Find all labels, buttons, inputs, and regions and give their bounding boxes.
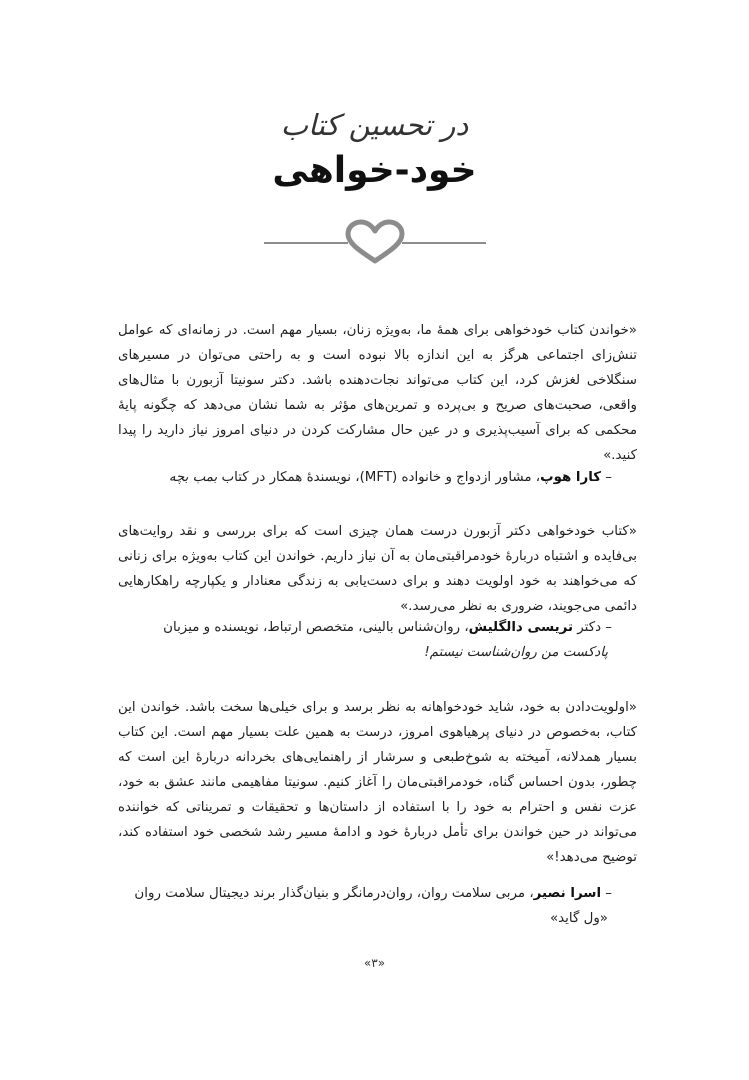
book-title: خود-خواهی xyxy=(272,150,477,191)
author-role: ، روان‌شناس بالینی، متخصص ارتباط، نویسنده و میزبان xyxy=(163,620,469,635)
author-role: ، مربی سلامت روان، روان‌درمانگر و بنیان‌گذار برند دیجیتال سلامت روان xyxy=(134,886,534,901)
attribution-dash: – دکتر xyxy=(577,620,612,635)
testimonial-quote-2: «کتاب خودخواهی دکتر آزبورن درست همان چیزی است که برای بررسی و نقد روایت‌های بی‌فایده و اشتباه دربارهٔ خودمراقبتی‌مان به آن نیاز داریم. خواندن این کتاب به‌ویژه برای زنانی که می‌خواهند به خود اولویت دهند و برای دست‌یابی به زندگی معنادار و یکپارچه راهکارهایی دائمی می‌جویند، ضروری به نظر می‌رسد.» xyxy=(118,524,637,614)
author-name: اسرا نصیر xyxy=(533,886,602,901)
author-name: کارا هوپ xyxy=(540,470,602,485)
author-role: ، مشاور ازدواج و خانواده (MFT)، نویسندهٔ همکار در کتاب xyxy=(221,470,541,485)
praise-subtitle: در تحسین کتاب xyxy=(280,108,469,142)
testimonial-quote-1: «خواندن کتاب خودخواهی برای همهٔ ما، به‌ویژه زنان، بسیار مهم است. در زمانه‌ای که عوامل تنش‌زای اجتماعی هرگز به این اندازه بالا نبوده است و به راحتی می‌توان در مسیرهای سنگلاخی لغزش کرد، این کتاب می‌تواند نجات‌دهنده باشد. دکتر سونیتا آزبورن با مثال‌های واقعی، صحبت‌های صریح و بی‌پرده و تمرین‌های مؤثر به شما نشان می‌دهد که چگونه پایهٔ محکمی که برای آسیب‌پذیری و در عین حال مشارکت کردن در دنیای امروز نیاز دارید را پیدا کنید.» xyxy=(118,323,637,463)
podcast-title: پادکست من روان‌شناست نیستم! xyxy=(424,645,608,660)
heart-icon xyxy=(348,222,402,261)
testimonial-attribution-2 xyxy=(118,615,612,665)
brand-name: «ول گاید» xyxy=(549,911,608,926)
testimonial-attribution-3 xyxy=(118,881,612,931)
book-title-reference: بمب بچه xyxy=(168,470,218,485)
testimonial-quote-3: «اولویت‌دادن به خود، شاید خودخواهانه به نظر برسد و برای خیلی‌ها سخت باشد. خواندن این کتاب، به‌خصوص در دنیای پرهیاهوی امروز، درست به همین علت بسیار مهم است. این کتاب بسیار همدلانه، آمیخته به شوخ‌طبعی و سرشار از راهنمایی‌های بخردانه دربارهٔ این است که چطور، بدون احساس گناه، خودمراقبتی‌مان را آغاز کنیم. سونیتا مفاهیمی مانند عشق به خود، عزت نفس و احترام به خود را با استفاده از داستان‌ها و تحقیقات و تمریناتی که خواننده می‌تواند در حین خواندن برای تأمل دربارهٔ خود و ادامهٔ مسیر رشد شخصی خود استفاده کند، توضیح می‌دهد!» xyxy=(118,700,637,865)
testimonial-attribution-1 xyxy=(118,465,612,490)
author-name: تریسی دالگلیش xyxy=(468,620,573,635)
heart-divider-ornament xyxy=(262,218,488,270)
page-number: «۳» xyxy=(363,956,386,970)
attribution-dash: – xyxy=(605,886,612,901)
attribution-dash: – xyxy=(605,470,612,485)
